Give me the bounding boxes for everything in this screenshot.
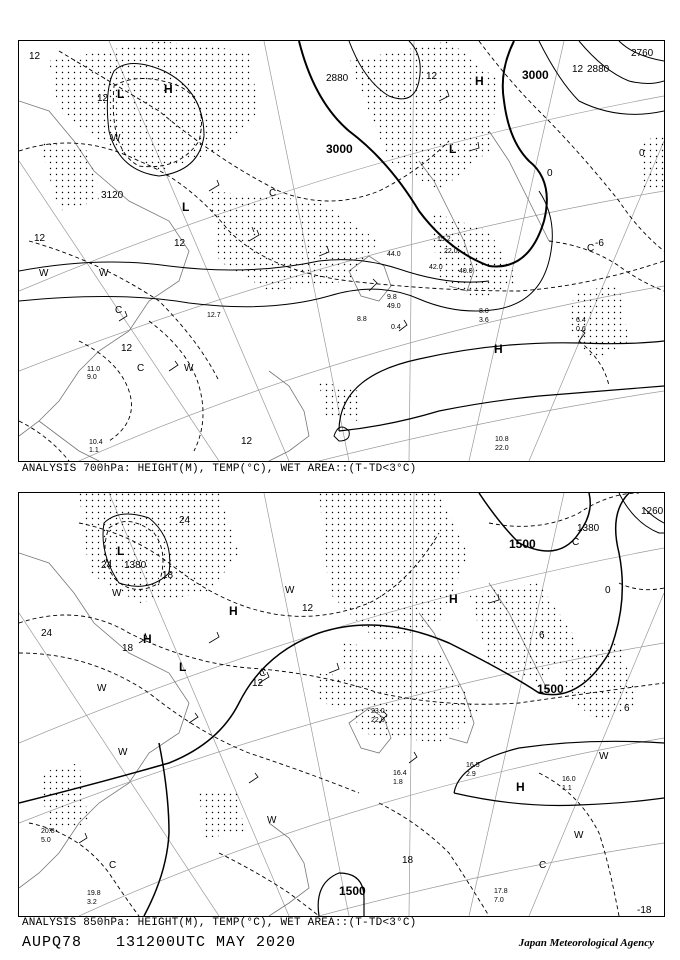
center-marker: W (599, 751, 609, 762)
station-value: 16.4 (393, 770, 407, 777)
center-marker: W (112, 588, 122, 599)
station-value: 2.9 (466, 771, 476, 778)
temp-label: 12 (302, 603, 314, 614)
station-value: 10.8 (495, 436, 509, 443)
agency-credit: Japan Meteorological Agency (518, 937, 654, 949)
coastlines (19, 553, 549, 916)
chart-datetime: 131200UTC MAY 2020 (116, 934, 297, 951)
temp-label: 12 (241, 436, 253, 447)
height-label-2760: 2760 (631, 48, 654, 59)
center-marker: C (587, 243, 595, 254)
temp-label: 12 (426, 71, 438, 82)
center-marker: C (572, 537, 580, 548)
height-label-3000: 3000 (326, 142, 353, 156)
center-marker: C (269, 188, 277, 199)
station-value: 9.0 (87, 374, 97, 381)
station-value: 16.5 (466, 762, 480, 769)
height-label-1500: 1500 (509, 537, 536, 551)
station-value: 15.2 (437, 236, 451, 243)
caption-850hpa: ANALYSIS 850hPa: HEIGHT(M), TEMP(°C), WET AREA::(T-TD<3°C) (22, 917, 417, 929)
center-marker: H (516, 780, 525, 794)
center-marker: W (99, 268, 109, 279)
center-marker: W (97, 683, 107, 694)
station-value: 19.8 (87, 890, 101, 897)
station-value: 40.0 (459, 268, 473, 275)
center-marker: H (449, 592, 458, 606)
temp-label: 12 (34, 233, 46, 244)
weather-chart-700hpa (19, 41, 664, 461)
center-marker: W (184, 363, 194, 374)
station-value: 44.0 (387, 251, 401, 258)
station-value: 1.8 (393, 779, 403, 786)
map-panel-850hpa (18, 492, 665, 917)
temp-label: 12 (97, 93, 109, 104)
caption-700hpa: ANALYSIS 700hPa: HEIGHT(M), TEMP(°C), WET AREA::(T-TD<3°C) (22, 463, 417, 475)
temp-label: 0 (605, 585, 611, 596)
center-marker: W (285, 585, 295, 596)
height-label-1500: 1500 (339, 884, 366, 898)
temp-label: 18 (162, 570, 174, 581)
temp-label: -6 (595, 238, 604, 249)
temp-label: 12 (174, 238, 186, 249)
station-value: 22.0 (444, 248, 458, 255)
station-value: 5.0 (41, 837, 51, 844)
center-marker: C (137, 363, 145, 374)
wet-areas (39, 493, 639, 838)
station-value: 9.8 (387, 294, 397, 301)
station-value: 20.8 (41, 828, 55, 835)
center-marker: C (109, 860, 117, 871)
temp-label: 0 (639, 148, 645, 159)
height-label-1380: 1380 (577, 523, 600, 534)
station-value: 0.4 (391, 324, 401, 331)
center-marker: C (259, 668, 267, 679)
temp-label: 24 (179, 515, 191, 526)
temp-label: 24 (101, 560, 113, 571)
station-value: 11.0 (87, 366, 101, 373)
center-marker: L (117, 87, 125, 101)
station-value: 3.2 (87, 899, 97, 906)
center-marker: H (494, 342, 503, 356)
station-value: 22.0 (371, 717, 385, 724)
center-marker: W (111, 133, 121, 144)
center-marker: H (164, 82, 173, 96)
temp-label: 6 (624, 703, 630, 714)
height-label-1500: 1500 (537, 682, 564, 696)
center-marker: C (539, 860, 547, 871)
center-marker: H (475, 74, 484, 88)
station-value: 22.0 (495, 445, 509, 452)
station-value: 10.4 (89, 439, 103, 446)
temp-label: 12 (252, 678, 264, 689)
center-marker: C (115, 305, 123, 316)
station-value: 17.8 (494, 888, 508, 895)
station-value: 8.0 (479, 308, 489, 315)
temp-label: 6 (539, 630, 545, 641)
temp-label: 18 (122, 643, 134, 654)
temp-label: 12 (121, 343, 133, 354)
temp-label: 12 (572, 64, 584, 75)
center-marker: L (179, 660, 187, 674)
station-value: 1.1 (562, 785, 572, 792)
height-label-1260: 1260 (641, 506, 664, 517)
temp-label: 18 (402, 855, 414, 866)
station-value: 1.1 (89, 447, 99, 454)
height-label-2880: 2880 (587, 64, 610, 75)
station-value: 0.6 (576, 326, 586, 333)
station-value: 23.0 (371, 708, 385, 715)
center-marker: W (118, 747, 128, 758)
center-marker: L (117, 544, 125, 558)
center-marker: W (267, 815, 277, 826)
temp-label: 12 (29, 51, 41, 62)
center-marker: L (449, 142, 457, 156)
station-value: 16.0 (562, 776, 576, 783)
station-value: 7.0 (494, 897, 504, 904)
center-marker: W (574, 830, 584, 841)
center-marker: H (143, 632, 152, 646)
temp-label: 0 (547, 168, 553, 179)
height-label-1380: 1380 (124, 560, 147, 571)
height-label-3120: 3120 (101, 190, 124, 201)
weather-chart-850hpa (19, 493, 664, 916)
station-value: 42.0 (429, 264, 443, 271)
center-marker: H (229, 604, 238, 618)
chart-code: AUPQ78 (22, 934, 83, 951)
temp-label: 24 (41, 628, 53, 639)
temp-label: -18 (637, 905, 652, 916)
station-value: 12.7 (207, 312, 221, 319)
height-label-3000: 3000 (522, 68, 549, 82)
station-value: 3.6 (479, 317, 489, 324)
station-value: 6.4 (576, 317, 586, 324)
station-plots (41, 708, 576, 906)
map-panel-700hpa (18, 40, 665, 462)
station-value: 8.8 (357, 316, 367, 323)
center-marker: L (182, 200, 190, 214)
center-marker: W (39, 268, 49, 279)
height-label-2880: 2880 (326, 73, 349, 84)
chart-identifier (22, 934, 330, 951)
station-value: 49.0 (387, 303, 401, 310)
